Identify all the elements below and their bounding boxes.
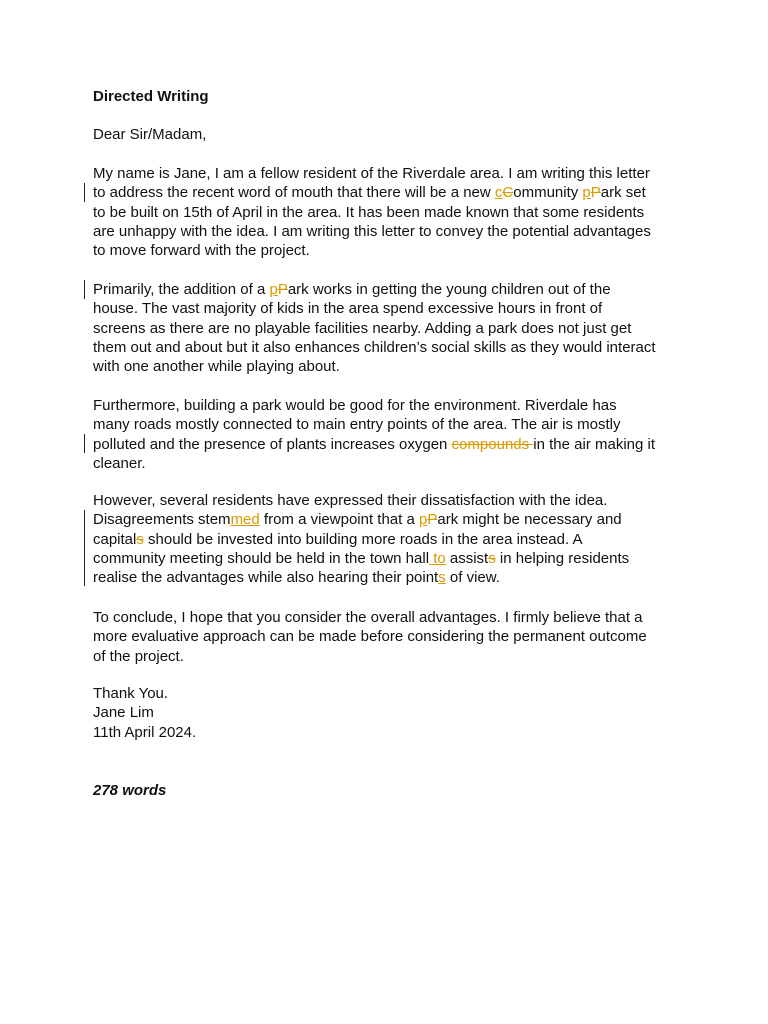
paragraph-furthermore bbox=[93, 396, 693, 473]
text-run: Furthermore, building a park would be good for the environment. Riverdale has bbox=[93, 397, 617, 414]
signoff-name: Jane Lim bbox=[93, 704, 154, 722]
tracked-deletion[interactable]: P bbox=[277, 281, 288, 298]
signoff-block bbox=[93, 684, 693, 742]
paragraph-however bbox=[93, 491, 693, 587]
text-line bbox=[93, 203, 693, 222]
text-run: cleaner. bbox=[93, 454, 146, 472]
text-run: in the air making it bbox=[533, 435, 656, 453]
text-run: to move forward with the project. bbox=[93, 242, 310, 260]
text-run: ark works in getting the young children out of the bbox=[287, 281, 611, 298]
text-line bbox=[93, 164, 693, 183]
text-run: of the project. bbox=[93, 647, 184, 665]
text-line bbox=[93, 568, 693, 587]
tracked-insertion[interactable]: to bbox=[429, 549, 446, 567]
text-run: polluted and the presence of plants increases oxygen bbox=[93, 435, 452, 453]
text-line bbox=[93, 222, 693, 241]
tracked-insertion[interactable]: med bbox=[230, 511, 260, 529]
tracked-insertion[interactable]: p bbox=[269, 281, 278, 298]
text-line bbox=[93, 357, 693, 376]
text-line bbox=[93, 491, 693, 510]
text-run: To conclude, I hope that you consider the overall advantages. I firmly believe that a bbox=[93, 609, 643, 626]
text-line bbox=[93, 530, 693, 549]
word-count: 278 words bbox=[93, 782, 167, 799]
text-line bbox=[93, 549, 693, 568]
change-bar[interactable] bbox=[84, 280, 85, 299]
signoff-closing: Thank You. bbox=[93, 685, 169, 702]
tracked-insertion[interactable]: c bbox=[494, 184, 503, 202]
tracked-deletion[interactable]: compounds bbox=[451, 435, 534, 453]
text-line bbox=[93, 299, 693, 318]
change-bar[interactable] bbox=[84, 183, 85, 202]
text-run: many roads mostly connected to main entry points of the area. The air is mostly bbox=[93, 416, 621, 434]
text-run: to address the recent word of mouth that there will be a new bbox=[93, 184, 495, 202]
text-line bbox=[93, 338, 693, 357]
text-run: ark might be necessary and bbox=[437, 511, 622, 529]
change-bar[interactable] bbox=[84, 510, 85, 586]
text-run: more evaluative approach can be made before considering the permanent outcome bbox=[93, 628, 647, 646]
text-run: should be invested into building more roads in the area instead. A bbox=[143, 530, 583, 548]
tracked-insertion[interactable]: s bbox=[438, 569, 446, 587]
text-run: to be built on 15th of April in the area. It has been made known that some residents bbox=[93, 203, 645, 221]
text-line bbox=[93, 435, 693, 454]
text-line bbox=[93, 319, 693, 338]
document-title: Directed Writing bbox=[93, 88, 209, 105]
tracked-deletion[interactable]: s bbox=[488, 549, 496, 567]
text-run: with one another while playing about. bbox=[93, 358, 340, 376]
paragraph-primarily bbox=[93, 280, 693, 376]
paragraph-intro bbox=[93, 164, 693, 260]
text-line bbox=[93, 241, 693, 260]
text-run: in helping residents bbox=[495, 549, 630, 567]
text-line bbox=[93, 396, 693, 415]
tracked-deletion[interactable]: C bbox=[502, 184, 514, 202]
text-line bbox=[93, 454, 693, 473]
text-run: them out and about but it also enhances children’s social skills as they would interact bbox=[93, 338, 656, 356]
text-run: from a viewpoint that a bbox=[259, 511, 419, 529]
tracked-insertion[interactable]: p bbox=[582, 184, 591, 202]
tracked-deletion[interactable]: s bbox=[136, 530, 144, 548]
text-run: However, several residents have expressed their dissatisfaction with the idea. bbox=[93, 492, 608, 509]
text-run: My name is Jane, I am a fellow resident of the Riverdale area. I am writing this letter bbox=[93, 165, 650, 182]
text-line bbox=[93, 627, 693, 646]
text-run: capital bbox=[93, 530, 137, 548]
text-run: are unhappy with the idea. I am writing this letter to convey the potential advantages bbox=[93, 222, 651, 240]
tracked-deletion[interactable]: P bbox=[590, 184, 601, 202]
tracked-deletion[interactable]: P bbox=[427, 511, 438, 529]
text-line bbox=[93, 608, 693, 627]
text-run: assist bbox=[445, 549, 489, 567]
text-run: community meeting should be held in the town hall bbox=[93, 549, 430, 567]
text-run: ommunity bbox=[513, 184, 583, 202]
text-line bbox=[93, 415, 693, 434]
signoff-date: 11th April 2024. bbox=[93, 723, 197, 741]
text-run: of view. bbox=[445, 569, 500, 587]
change-bar[interactable] bbox=[84, 434, 85, 453]
text-run: ark set bbox=[600, 184, 646, 202]
text-run: house. The vast majority of kids in the area spend excessive hours in front of bbox=[93, 300, 603, 318]
tracked-insertion[interactable]: p bbox=[419, 511, 428, 529]
text-line bbox=[93, 647, 693, 666]
text-run: screens as there are no playable facilities nearby. Adding a park does not just get bbox=[93, 319, 632, 337]
text-run: Disagreements stem bbox=[93, 511, 231, 529]
salutation: Dear Sir/Madam, bbox=[93, 126, 207, 143]
text-line bbox=[93, 510, 693, 529]
text-run: Primarily, the addition of a bbox=[93, 281, 270, 298]
text-line bbox=[93, 183, 693, 202]
text-run: realise the advantages while also hearing their point bbox=[93, 569, 439, 587]
text-line bbox=[93, 280, 693, 299]
paragraph-conclusion bbox=[93, 608, 693, 666]
